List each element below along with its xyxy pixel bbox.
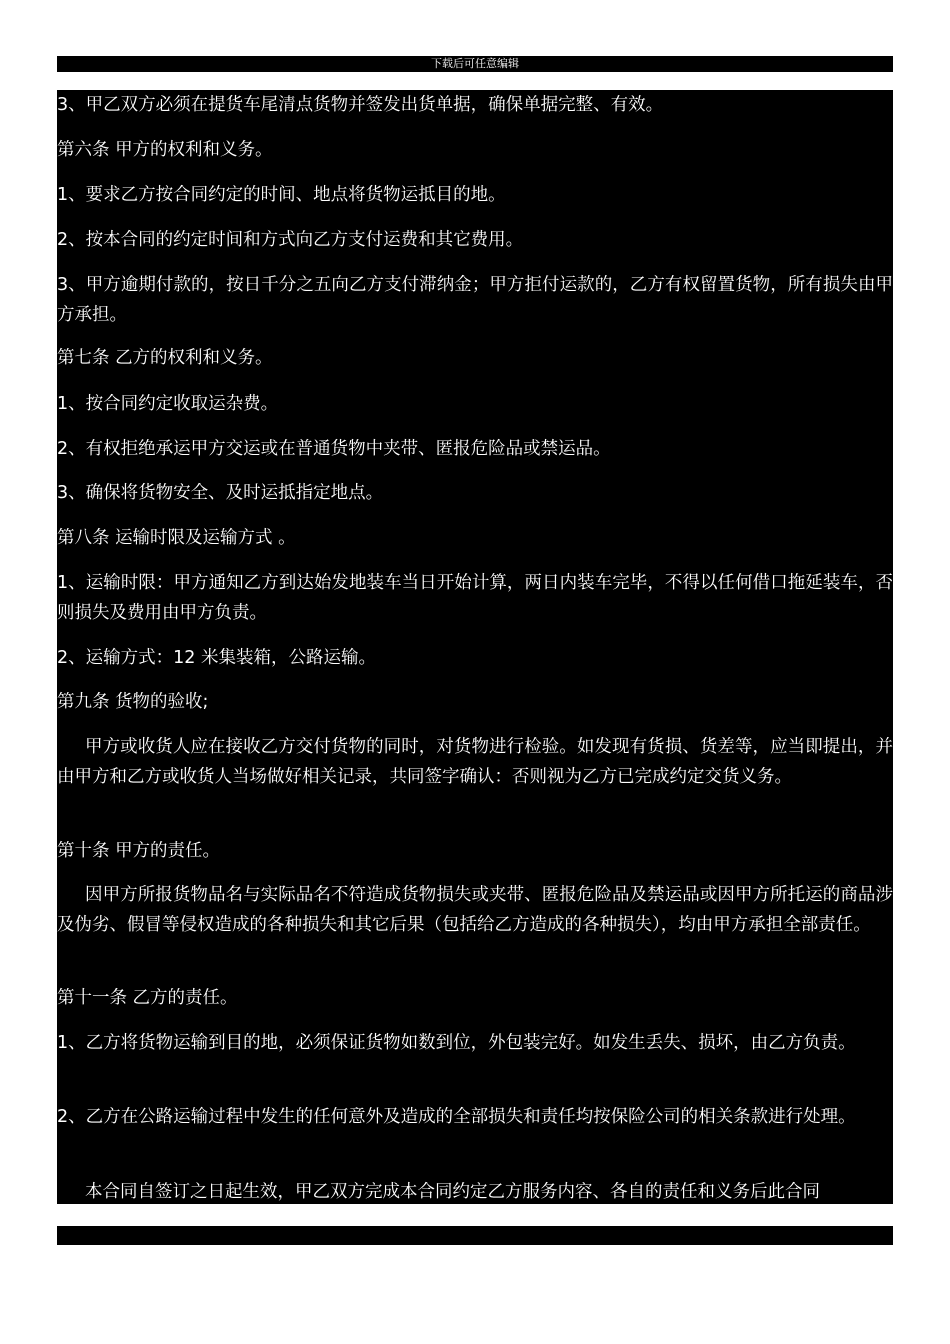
article-7-heading: 第七条 乙方的权利和义务。 xyxy=(57,348,273,368)
article-11-item-1: 1、乙方将货物运输到目的地，必须保证货物如数到位，外包装完好。如发生丢失、损坏，由乙方负责。 xyxy=(57,1033,856,1053)
closing-paragraph: 本合同自签订之日起生效，甲乙双方完成本合同约定乙方服务内容、各自的责任和义务后此合同 xyxy=(85,1182,820,1202)
article-9-heading: 第九条 货物的验收; xyxy=(57,692,209,712)
article-9-body: 甲方或收货人应在接收乙方交付货物的同时，对货物进行检验。如发现有货损、货差等，应当即提出，并由甲方和乙方或收货人当场做好相关记录，共同签字确认：否则视为乙方已完成约定交货义务。 xyxy=(57,737,893,787)
article-6-item-1: 1、要求乙方按合同约定的时间、地点将货物运抵目的地。 xyxy=(57,185,506,205)
clause-5-item-3: 3、甲乙双方必须在提货车尾清点货物并签发出货单据，确保单据完整、有效。 xyxy=(57,95,664,115)
article-11-heading: 第十一条 乙方的责任。 xyxy=(57,988,238,1008)
article-7-item-1: 1、按合同约定收取运杂费。 xyxy=(57,394,279,414)
article-8-item-2: 2、运输方式：12 米集装箱，公路运输。 xyxy=(57,648,376,668)
contract-text-body xyxy=(57,90,893,1204)
article-6-item-2: 2、按本合同的约定时间和方式向乙方支付运费和其它费用。 xyxy=(57,230,524,250)
article-8-item-1: 1、运输时限：甲方通知乙方到达始发地装车当日开始计算，两日内装车完毕，不得以任何借口拖延装车，否则损失及费用由甲方负责。 xyxy=(57,573,893,623)
article-11-item-2: 2、乙方在公路运输过程中发生的任何意外及造成的全部损失和责任均按保险公司的相关条款进行处理。 xyxy=(57,1107,856,1127)
footer-bar xyxy=(57,1226,893,1245)
article-7-item-2: 2、有权拒绝承运甲方交运或在普通货物中夹带、匿报危险品或禁运品。 xyxy=(57,439,611,459)
article-7-item-3: 3、确保将货物安全、及时运抵指定地点。 xyxy=(57,483,384,503)
article-6-heading: 第六条 甲方的权利和义务。 xyxy=(57,140,273,160)
article-6-item-3: 3、甲方逾期付款的，按日千分之五向乙方支付滞纳金；甲方拒付运款的，乙方有权留置货物，所有损失由甲方承担。 xyxy=(57,275,893,325)
article-10-heading: 第十条 甲方的责任。 xyxy=(57,841,221,861)
article-8-heading: 第八条 运输时限及运输方式 。 xyxy=(57,528,296,548)
article-10-body: 因甲方所报货物品名与实际品名不符造成货物损失或夹带、匿报危险品及禁运品或因甲方所托运的商品涉及伪劣、假冒等侵权造成的各种损失和其它后果（包括给乙方造成的各种损失），均由甲方承担全部责任。 xyxy=(57,885,893,935)
editable-download-note: 下载后可任意编辑 xyxy=(57,56,893,72)
